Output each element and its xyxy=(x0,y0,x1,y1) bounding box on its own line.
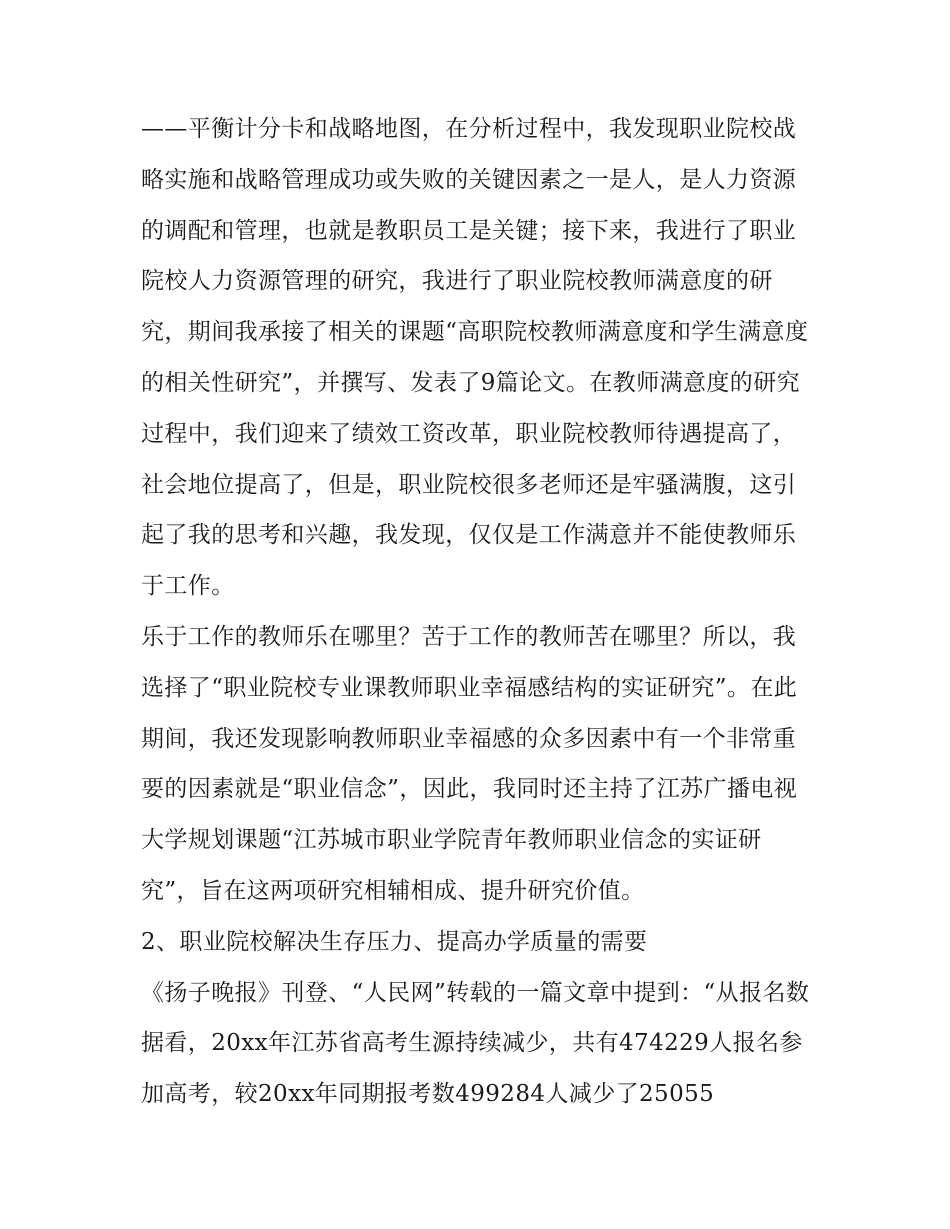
paragraph-research-choice: 乐于工作的教师乐在哪里？苦于工作的教师苦在哪里？所以，我选择了“职业院校专业课教师职业幸福感结构的实证研究”。在此期间，我还发现影响教师职业幸福感的众多因素中有一个非常重要的因素就是“职业信念”，因此，我同时还主持了江苏广播电视大学规划课题“江苏城市职业学院青年教师职业信念的实证研究”，旨在这两项研究相辅相成、提升研究价值。 xyxy=(141,623,798,904)
section-heading: 2、职业院校解决生存压力、提高办学质量的需要 xyxy=(141,928,648,955)
paragraph-research-background: ——平衡计分卡和战略地图，在分析过程中，我发现职业院校战略实施和战略管理成功或失败的关键因素之一是人，是人力资源的调配和管理，也就是教职员工是关键；接下来，我进行了职业院校人力资源管理的研究，我进行了职业院校教师满意度的研究，期间我承接了相关的课题“高职院校教师满意度和学生满意度的相关性研究”，并撰写、发表了9篇论文。在教师满意度的研究过程中，我们迎来了绩效工资改革，职业院校教师待遇提高了，社会地位提高了，但是，职业院校很多老师还是牢骚满腹，这引起了我的思考和兴趣，我发现，仅仅是工作满意并不能使教师乐于工作。 xyxy=(141,116,809,600)
paragraph-news-citation: 《扬子晚报》刊登、“人民网”转载的一篇文章中提到：“从报名数据看，20xx年江苏省高考生源持续减少，共有474229人报名参加高考，较20xx年同期报考数499284人减少了25055 xyxy=(141,979,810,1108)
document-page xyxy=(141,104,813,1120)
